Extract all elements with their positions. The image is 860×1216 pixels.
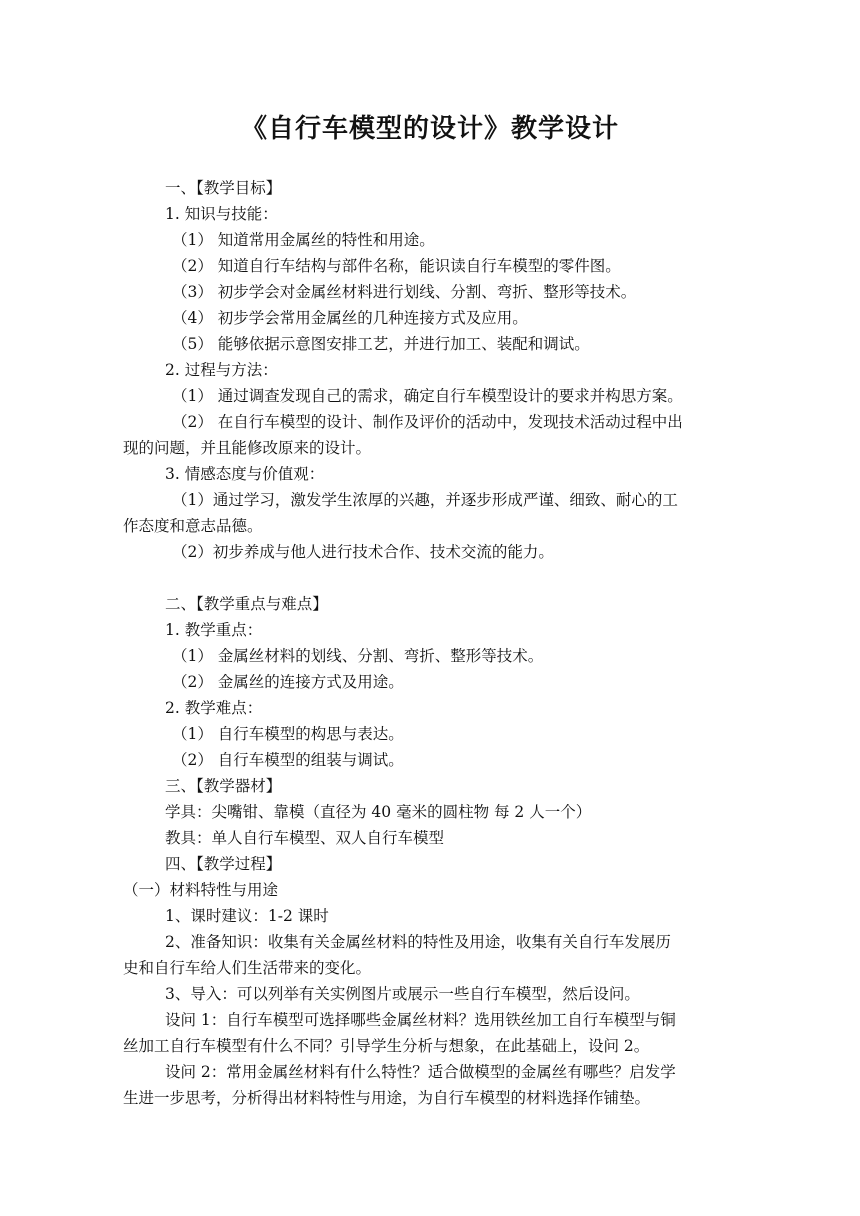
list-item: （4） 初步学会常用金属丝的几种连接方式及应用。 (172, 309, 528, 327)
subheading-process-method: 2. 过程与方法： (165, 361, 278, 379)
equipment-teacher: 教具：单人自行车模型、双人自行车模型 (165, 829, 445, 847)
list-item: （2）初步养成与他人进行技术合作、技术交流的能力。 (172, 543, 554, 561)
subsection-heading-materials: （一）材料特性与用途 (123, 881, 279, 899)
paragraph: 3、导入：可以列举有关实例图片或展示一些自行车模型，然后设问。 (165, 985, 640, 1003)
paragraph-continuation: 丝加工自行车模型有什么不同？引导学生分析与想象，在此基础上，设问 2。 (123, 1037, 650, 1055)
subheading-knowledge-skills: 1. 知识与技能： (165, 205, 278, 223)
paragraph-continuation: 生进一步思考，分析得出材料特性与用途，为自行车模型的材料选择作铺垫。 (123, 1089, 651, 1107)
list-item: （2） 知道自行车结构与部件名称，能识读自行车模型的零件图。 (172, 257, 621, 275)
list-item: （1） 金属丝材料的划线、分割、弯折、整形等技术。 (172, 647, 544, 665)
subheading-attitude-values: 3. 情感态度与价值观： (165, 465, 325, 483)
list-item: （1） 通过调查发现自己的需求，确定自行车模型设计的要求并构思方案。 (172, 387, 683, 405)
list-item: （2） 自行车模型的组装与调试。 (172, 751, 404, 769)
list-item: （1）通过学习，激发学生浓厚的兴趣，并逐步形成严谨、细致、耐心的工 (172, 491, 678, 509)
list-item-continuation: 现的问题，并且能修改原来的设计。 (123, 439, 372, 457)
section-heading-objectives: 一、【教学目标】 (165, 179, 282, 197)
list-item: （5） 能够依据示意图安排工艺，并进行加工、装配和调试。 (172, 335, 590, 353)
section-heading-equipment: 三、【教学器材】 (165, 777, 282, 795)
subheading-key-points: 1. 教学重点： (165, 621, 263, 639)
paragraph: 1、课时建议：1-2 课时 (165, 907, 329, 925)
list-item: （3） 初步学会对金属丝材料进行划线、分割、弯折、整形等技术。 (172, 283, 637, 301)
paragraph-question-2: 设问 2：常用金属丝材料有什么特性？适合做模型的金属丝有哪些？启发学 (165, 1063, 676, 1081)
list-item: （1） 知道常用金属丝的特性和用途。 (172, 231, 435, 249)
list-item: （1） 自行车模型的构思与表达。 (172, 725, 404, 743)
subheading-difficulties: 2. 教学难点： (165, 699, 263, 717)
section-heading-process: 四、【教学过程】 (165, 855, 282, 873)
list-item: （2） 在自行车模型的设计、制作及评价的活动中，发现技术活动过程中出 (172, 413, 683, 431)
paragraph-continuation: 史和自行车给人们生活带来的变化。 (123, 959, 372, 977)
list-item: （2） 金属丝的连接方式及用途。 (172, 673, 404, 691)
document-title: 《自行车模型的设计》教学设计 (240, 114, 619, 144)
list-item-continuation: 作态度和意志品德。 (123, 517, 263, 535)
paragraph: 2、准备知识：收集有关金属丝材料的特性及用途，收集有关自行车发展历 (165, 933, 671, 951)
paragraph-question-1: 设问 1：自行车模型可选择哪些金属丝材料？选用铁丝加工自行车模型与铜 (165, 1011, 676, 1029)
section-heading-key-points: 二、【教学重点与难点】 (165, 595, 328, 613)
equipment-student: 学具：尖嘴钳、靠模（直径为 40 毫米的圆柱物 每 2 人一个） (165, 803, 592, 821)
